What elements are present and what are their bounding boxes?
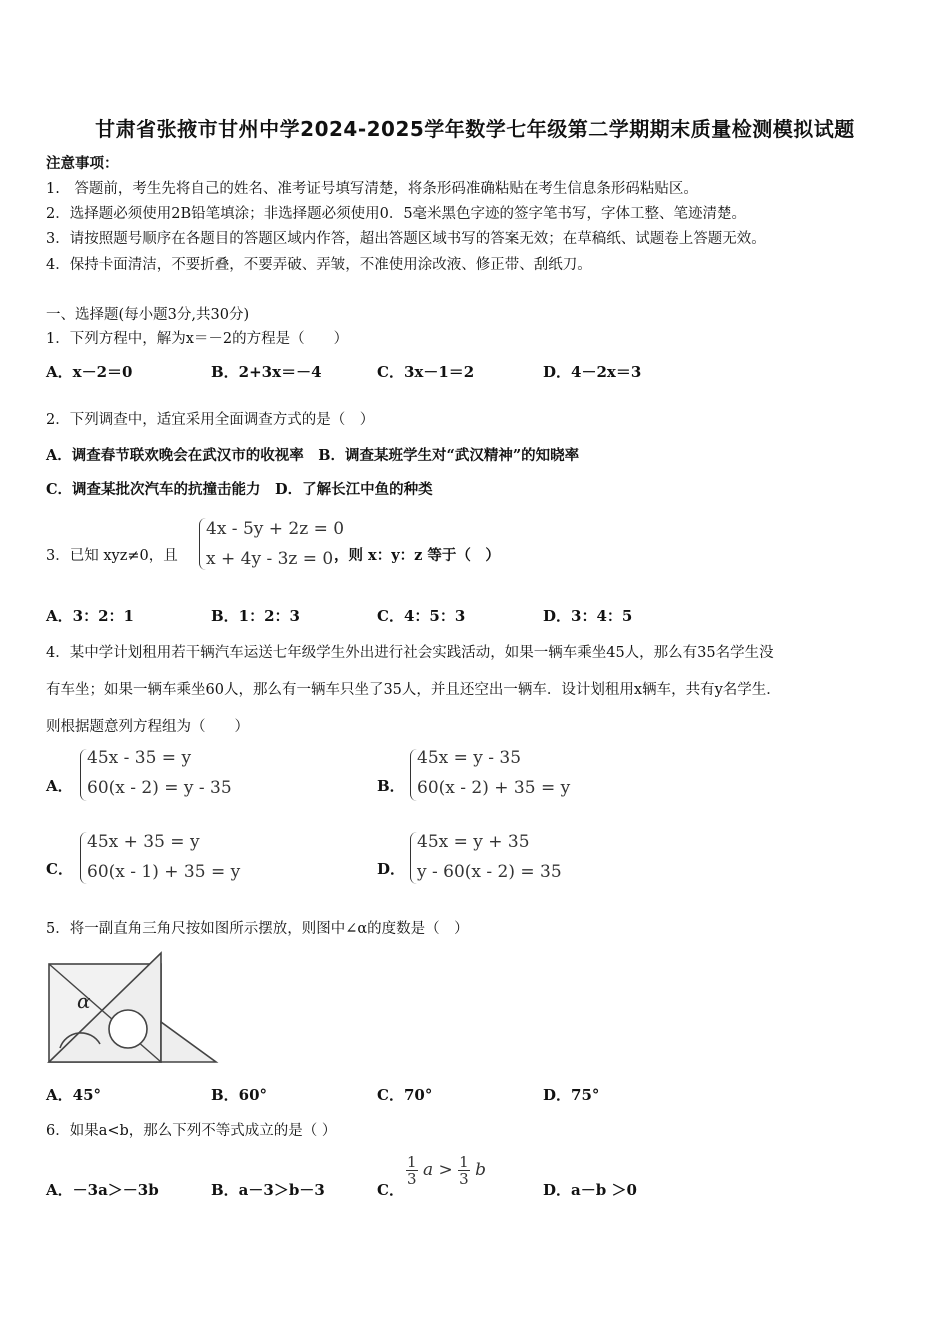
question-3-equation-1: 4x - 5y + 2z = 0 [206,519,345,539]
notice-item: 2．选择题必须使用2B铅笔填涂；非选择题必须使用0．5毫米黑色字迹的签字笔书写，字体工整、笔迹清楚。 [46,206,747,222]
fraction-one-third: $\frac{1}{3}$ [407,1153,417,1188]
question-5-option-d: D．75° [543,1086,600,1104]
question-1-stem: 1．下列方程中，解为x＝－2的方程是（ ） [46,331,349,347]
question-6-option-a: A．－3a＞－3b [46,1181,159,1199]
question-6-option-b: B．a－3＞b－3 [211,1181,325,1199]
notice-item: 4．保持卡面清洁，不要折叠，不要弄破、弄皱，不准使用涂改液、修正带、刮纸刀。 [46,257,592,273]
question-3-equation-2: x + 4y - 3z = 0 [206,549,334,569]
question-3-option-b: B．1：2：3 [211,607,300,625]
equation-brace [80,832,87,884]
question-4-line-3: 则根据题意列方程组为（ ） [46,719,249,735]
question-4-option-d-label: D． [377,860,406,878]
page-title: 甘肃省张掖市甘州中学2024-2025学年数学七年级第二学期期末质量检测模拟试题 [95,117,855,141]
question-6-option-c-expression: $\frac{1}{3}$ a > $\frac{1}{3}$ b [407,1153,486,1188]
section-heading: 一、选择题(每小题3分,共30分) [46,307,250,323]
question-5-option-b: B．60° [211,1086,268,1104]
fraction-one-third: $\frac{1}{3}$ [459,1153,469,1188]
question-1-option-c: C．3x－1＝2 [377,363,475,381]
question-5-option-a: A．45° [46,1086,102,1104]
question-3-prefix: 3．已知 xyz≠0，且 [46,548,178,564]
question-1-option-b: B．2+3x＝－4 [211,363,322,381]
question-4-option-d-eq-1: 45x = y + 35 [417,832,530,852]
notice-heading: 注意事项： [46,155,119,172]
question-4-option-a-eq-2: 60(x - 2) = y - 35 [87,778,232,798]
question-1-option-d: D．4－2x＝3 [543,363,642,381]
question-3-option-d: D．3：4：5 [543,607,633,625]
question-5-stem: 5．将一副直角三角尺按如图所示摆放，则图中∠α的度数是（ ） [46,921,469,937]
small-triangle-tip [161,1022,216,1062]
question-6-option-c-label: C． [377,1181,404,1199]
notice-item: 1. 答题前，考生先将自己的姓名、准考证号填写清楚，将条形码准确粘贴在考生信息条形码粘贴区。 [46,181,698,197]
question-4-line-1: 4．某中学计划租用若干辆汽车运送七年级学生外出进行社会实践活动，如果一辆车乘坐45人，那么有35名学生没 [46,645,774,661]
question-3-suffix: ，则 x：y：z 等于（ ） [334,547,500,564]
question-2-options-line-1: A．调查春节联欢晚会在武汉市的收视率 B．调查某班学生对“武汉精神”的知晓率 [46,447,580,464]
question-4-option-c-eq-2: 60(x - 1) + 35 = y [87,862,241,882]
question-3-option-c: C．4：5：3 [377,607,466,625]
question-4-option-d-eq-2: y - 60(x - 2) = 35 [417,862,562,882]
equation-brace [410,749,417,801]
equation-brace [410,832,417,884]
question-5-option-c: C．70° [377,1086,433,1104]
notice-item: 3．请按照题号顺序在各题目的答题区域内作答，超出答题区域书写的答案无效；在草稿纸、试题卷上答题无效。 [46,231,766,247]
alpha-label: α [77,989,91,1013]
question-2-options-line-2: C．调查某批次汽车的抗撞击能力 D．了解长江中鱼的种类 [46,481,433,498]
question-6-option-d: D．a－b ＞0 [543,1181,637,1199]
question-4-option-a-eq-1: 45x - 35 = y [87,748,192,768]
question-4-option-a-label: A． [46,777,73,795]
question-2-stem: 2．下列调查中，适宜采用全面调查方式的是（ ） [46,412,375,428]
question-4-option-c-label: C． [46,860,73,878]
question-4-option-c-eq-1: 45x + 35 = y [87,832,200,852]
question-4-line-2: 有车坐；如果一辆车乘坐60人，那么有一辆车只坐了35人，并且还空出一辆车．设计划租用x辆车，共有y名学生． [46,682,781,698]
question-4-option-b-label: B． [377,777,405,795]
question-1-option-a: A．x－2＝0 [46,363,133,381]
question-4-option-b-eq-1: 45x = y - 35 [417,748,522,768]
equation-brace [80,749,87,801]
triangle-rulers-figure [44,950,220,1068]
ruler-hole-circle [109,1010,147,1048]
question-6-stem: 6．如果a<b，那么下列不等式成立的是（ ） [46,1123,337,1139]
question-4-option-b-eq-2: 60(x - 2) + 35 = y [417,778,571,798]
question-3-option-a: A．3：2：1 [46,607,134,625]
equation-brace [199,518,206,570]
